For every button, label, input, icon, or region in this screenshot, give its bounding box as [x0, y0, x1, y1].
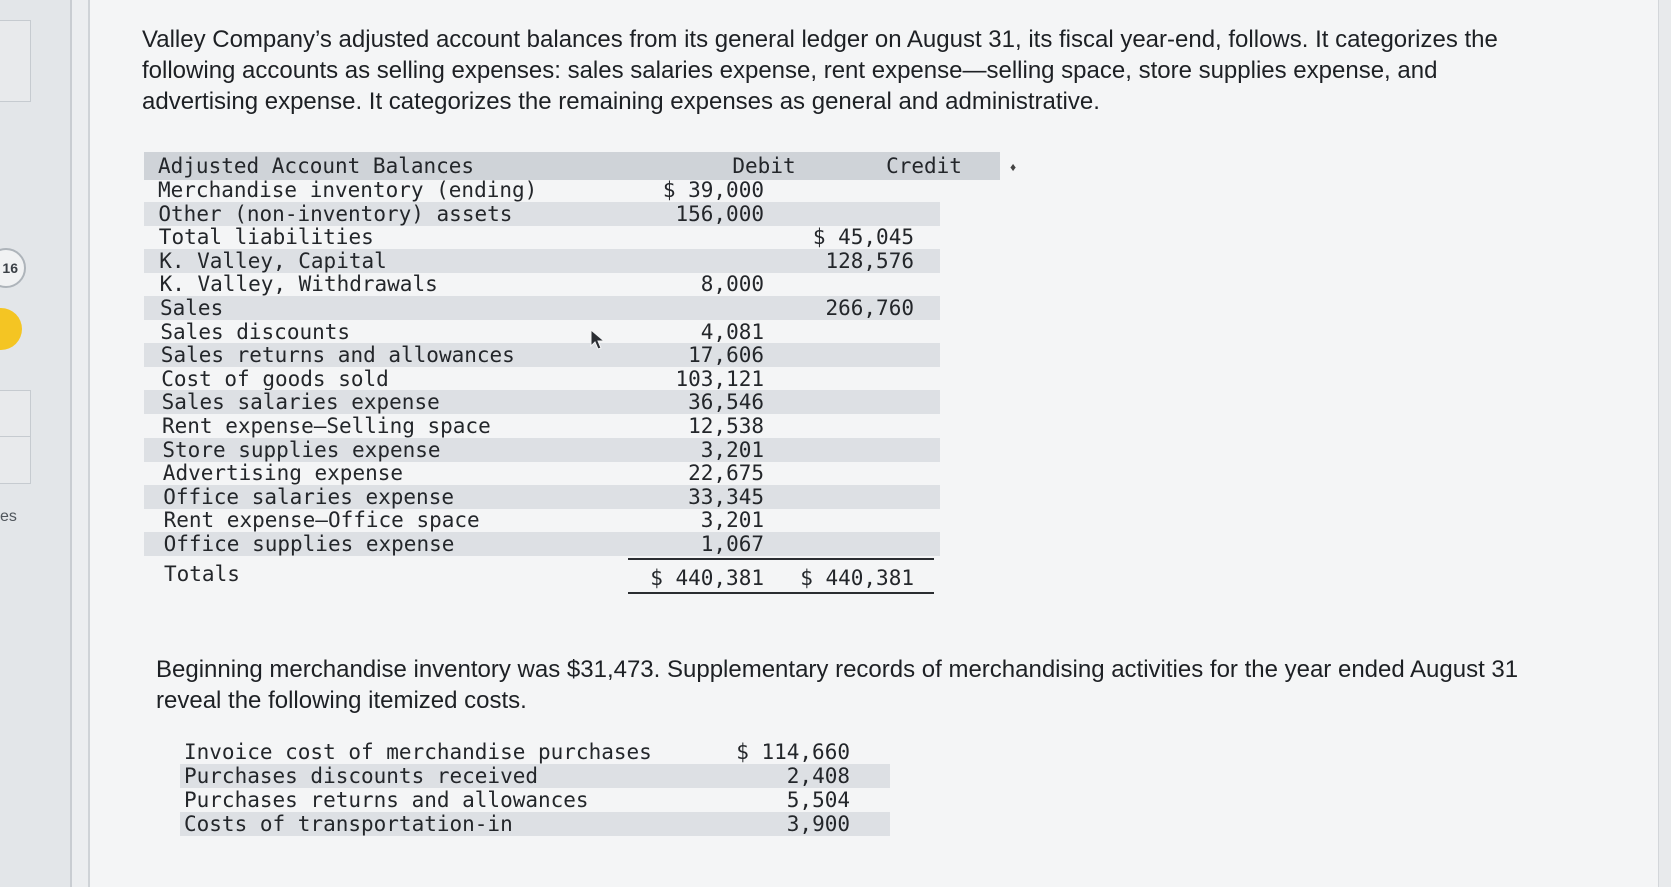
- status-indicator-dot[interactable]: [0, 308, 22, 350]
- account-name: Other (non-inventory) assets: [158, 201, 513, 226]
- totals-debit: $ 440,381: [650, 565, 764, 590]
- gutter-panel: [0, 390, 31, 438]
- table-row: [144, 320, 940, 344]
- debit-amount: 33,345: [688, 484, 764, 509]
- account-name: Cost of goods sold: [161, 366, 389, 391]
- itemized-cost-amount: $ 114,660: [736, 740, 850, 764]
- debit-amount: 22,675: [688, 461, 764, 486]
- table-row: [144, 272, 940, 296]
- debit-amount: 4,081: [700, 319, 764, 344]
- pin-marker-icon: ♦: [1010, 160, 1017, 174]
- left-gutter: [0, 0, 72, 887]
- totals-row: [144, 562, 1004, 590]
- debit-amount: 1,067: [700, 532, 764, 556]
- totals-top-rule: [628, 558, 934, 560]
- column-header-credit: Credit: [886, 154, 962, 178]
- table-row: [144, 249, 940, 273]
- itemized-cost-name: Invoice cost of merchandise purchases: [184, 740, 652, 764]
- account-name: Sales discounts: [160, 319, 351, 344]
- account-name: Office supplies expense: [163, 532, 455, 556]
- table-row: [144, 414, 940, 438]
- itemized-cost-amount: 3,900: [786, 812, 850, 836]
- debit-amount: 3,201: [700, 437, 764, 462]
- account-name: Rent expense—Selling space: [162, 414, 491, 438]
- itemized-cost-name: Costs of transportation-in: [184, 812, 513, 836]
- account-name: Store supplies expense: [162, 437, 441, 462]
- table-row: [180, 788, 890, 812]
- totals-credit: $ 440,381: [800, 565, 914, 590]
- debit-amount: 103,121: [675, 366, 764, 391]
- totals-bottom-rule: [628, 592, 934, 594]
- debit-amount: $ 39,000: [662, 178, 764, 202]
- column-header-account: Adjusted Account Balances: [158, 154, 475, 178]
- table-row: [144, 438, 940, 462]
- table-row: [144, 296, 940, 320]
- mouse-cursor-icon: [590, 329, 606, 356]
- account-name: K. Valley, Capital: [159, 248, 387, 273]
- account-name: Sales returns and allowances: [160, 343, 515, 368]
- question-number: 16: [2, 260, 18, 276]
- table-row: [144, 461, 940, 485]
- itemized-cost-amount: 2,408: [786, 764, 850, 788]
- credit-amount: 128,576: [825, 248, 914, 273]
- table-row: [144, 390, 940, 414]
- page-right-edge: [1658, 0, 1671, 887]
- account-name: Advertising expense: [162, 461, 404, 486]
- table-row: [144, 367, 940, 391]
- debit-amount: 8,000: [700, 272, 764, 297]
- question-number-badge[interactable]: [0, 248, 26, 288]
- table-row: [144, 532, 940, 556]
- debit-amount: 3,201: [700, 508, 764, 533]
- table-row: [180, 764, 890, 788]
- itemized-cost-name: Purchases returns and allowances: [184, 788, 589, 812]
- account-name: K. Valley, Withdrawals: [159, 272, 438, 297]
- credit-amount: $ 45,045: [812, 225, 914, 250]
- debit-amount: 36,546: [688, 390, 764, 415]
- totals-label: Totals: [164, 561, 240, 586]
- table-row: [144, 508, 940, 532]
- account-name: Sales: [160, 296, 224, 320]
- debit-amount: 12,538: [688, 414, 764, 438]
- account-name: Merchandise inventory (ending): [158, 178, 538, 202]
- table-row: [144, 225, 940, 249]
- debit-amount: 156,000: [675, 201, 764, 226]
- account-name: Office salaries expense: [163, 484, 454, 509]
- account-name: Sales salaries expense: [161, 390, 440, 415]
- table-row: [180, 740, 890, 764]
- credit-amount: 266,760: [825, 296, 914, 320]
- itemized-cost-amount: 5,504: [786, 788, 850, 812]
- table-row: [144, 202, 940, 226]
- account-name: Total liabilities: [158, 225, 374, 250]
- ledger-header-row: [144, 152, 1004, 180]
- gutter-panel: [0, 20, 31, 102]
- table-row: [144, 343, 940, 367]
- debit-amount: 17,606: [688, 343, 764, 368]
- table-row: [144, 178, 940, 202]
- table-row: [180, 812, 890, 836]
- problem-intro-text: Valley Company’s adjusted account balances from its general ledger on August 31, its fiscal year-end, follows. It categorizes the following accounts as selling expenses: sales salaries expense, rent expense—selling space, store supplies expense, and advertising expense. It categorizes the remaining expenses as general and administrative.: [142, 26, 1498, 115]
- gutter-panel: [0, 436, 31, 484]
- gutter-divider: [70, 0, 72, 887]
- column-header-debit: Debit: [732, 154, 796, 178]
- itemized-cost-name: Purchases discounts received: [184, 764, 539, 788]
- gutter-side-label: es: [0, 508, 17, 525]
- account-name: Rent expense—Office space: [163, 508, 480, 533]
- supplementary-intro-text: Beginning merchandise inventory was $31,473. Supplementary records of merchandising activities for the year ended August 31 reveal the following itemized costs.: [156, 656, 1519, 714]
- table-row: [144, 485, 940, 509]
